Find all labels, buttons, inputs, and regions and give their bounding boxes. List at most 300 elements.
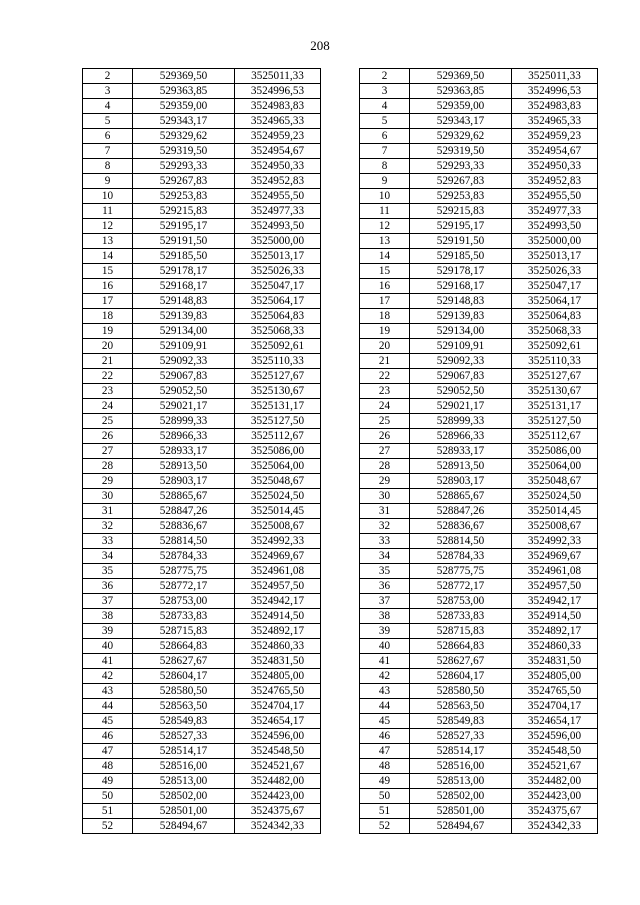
point-number-cell: 9 <box>83 174 133 189</box>
x-coordinate-cell: 528933,17 <box>410 444 512 459</box>
y-coordinate-cell: 3524596,00 <box>235 729 321 744</box>
point-number-cell: 24 <box>360 399 410 414</box>
point-number-cell: 21 <box>360 354 410 369</box>
point-number-cell: 48 <box>83 759 133 774</box>
y-coordinate-cell: 3525026,33 <box>235 264 321 279</box>
point-number-cell: 43 <box>360 684 410 699</box>
point-number-cell: 24 <box>83 399 133 414</box>
table-row <box>360 414 598 429</box>
table-row <box>83 699 321 714</box>
point-number-cell: 4 <box>360 99 410 114</box>
x-coordinate-cell: 529148,83 <box>410 294 512 309</box>
point-number-cell: 6 <box>83 129 133 144</box>
point-number-cell: 43 <box>83 684 133 699</box>
y-coordinate-cell: 3525014,45 <box>512 504 598 519</box>
y-coordinate-cell: 3524892,17 <box>512 624 598 639</box>
y-coordinate-cell: 3524955,50 <box>512 189 598 204</box>
x-coordinate-cell: 529191,50 <box>410 234 512 249</box>
y-coordinate-cell: 3524969,67 <box>512 549 598 564</box>
table-row <box>83 399 321 414</box>
point-number-cell: 29 <box>83 474 133 489</box>
x-coordinate-cell: 529267,83 <box>410 174 512 189</box>
table-row <box>360 279 598 294</box>
table-row <box>360 729 598 744</box>
point-number-cell: 39 <box>360 624 410 639</box>
x-coordinate-cell: 528514,17 <box>133 744 235 759</box>
x-coordinate-cell: 528502,00 <box>410 789 512 804</box>
point-number-cell: 44 <box>360 699 410 714</box>
point-number-cell: 7 <box>360 144 410 159</box>
x-coordinate-cell: 529363,85 <box>410 84 512 99</box>
y-coordinate-cell: 3525064,17 <box>235 294 321 309</box>
point-number-cell: 35 <box>83 564 133 579</box>
point-number-cell: 23 <box>83 384 133 399</box>
x-coordinate-cell: 528527,33 <box>410 729 512 744</box>
y-coordinate-cell: 3524942,17 <box>235 594 321 609</box>
x-coordinate-cell: 528513,00 <box>133 774 235 789</box>
y-coordinate-cell: 3525112,67 <box>235 429 321 444</box>
point-number-cell: 22 <box>83 369 133 384</box>
x-coordinate-cell: 528753,00 <box>133 594 235 609</box>
point-number-cell: 30 <box>360 489 410 504</box>
point-number-cell: 19 <box>83 324 133 339</box>
x-coordinate-cell: 528913,50 <box>410 459 512 474</box>
x-coordinate-cell: 528772,17 <box>133 579 235 594</box>
x-coordinate-cell: 529329,62 <box>133 129 235 144</box>
table-row <box>360 429 598 444</box>
table-row <box>83 729 321 744</box>
y-coordinate-cell: 3525131,17 <box>512 399 598 414</box>
x-coordinate-cell: 528604,17 <box>410 669 512 684</box>
y-coordinate-cell: 3525110,33 <box>512 354 598 369</box>
table-row <box>83 294 321 309</box>
point-number-cell: 28 <box>83 459 133 474</box>
table-row <box>360 609 598 624</box>
y-coordinate-cell: 3524704,17 <box>512 699 598 714</box>
y-coordinate-cell: 3524977,33 <box>512 204 598 219</box>
x-coordinate-cell: 529109,91 <box>410 339 512 354</box>
y-coordinate-cell: 3524704,17 <box>235 699 321 714</box>
x-coordinate-cell: 528502,00 <box>133 789 235 804</box>
x-coordinate-cell: 528999,33 <box>133 414 235 429</box>
table-row <box>360 819 598 834</box>
table-row <box>83 279 321 294</box>
point-number-cell: 45 <box>360 714 410 729</box>
y-coordinate-cell: 3524342,33 <box>512 819 598 834</box>
x-coordinate-cell: 529109,91 <box>133 339 235 354</box>
table-row <box>360 399 598 414</box>
table-row <box>83 579 321 594</box>
x-coordinate-cell: 529052,50 <box>410 384 512 399</box>
point-number-cell: 28 <box>360 459 410 474</box>
point-number-cell: 25 <box>360 414 410 429</box>
table-row <box>83 144 321 159</box>
x-coordinate-cell: 528501,00 <box>133 804 235 819</box>
table-row <box>83 429 321 444</box>
x-coordinate-cell: 529319,50 <box>410 144 512 159</box>
x-coordinate-cell: 529363,85 <box>133 84 235 99</box>
x-coordinate-cell: 528715,83 <box>133 624 235 639</box>
table-row <box>360 384 598 399</box>
point-number-cell: 31 <box>360 504 410 519</box>
y-coordinate-cell: 3524654,17 <box>235 714 321 729</box>
x-coordinate-cell: 529359,00 <box>133 99 235 114</box>
y-coordinate-cell: 3524596,00 <box>512 729 598 744</box>
x-coordinate-cell: 528814,50 <box>133 534 235 549</box>
table-row <box>83 519 321 534</box>
table-row <box>83 84 321 99</box>
y-coordinate-cell: 3525024,50 <box>235 489 321 504</box>
y-coordinate-cell: 3525026,33 <box>512 264 598 279</box>
y-coordinate-cell: 3525008,67 <box>512 519 598 534</box>
y-coordinate-cell: 3524996,53 <box>235 84 321 99</box>
table-row <box>360 579 598 594</box>
table-row <box>83 774 321 789</box>
x-coordinate-cell: 529067,83 <box>410 369 512 384</box>
table-row <box>83 264 321 279</box>
x-coordinate-cell: 528775,75 <box>133 564 235 579</box>
x-coordinate-cell: 528664,83 <box>410 639 512 654</box>
table-row <box>83 339 321 354</box>
point-number-cell: 18 <box>360 309 410 324</box>
table-row <box>83 684 321 699</box>
table-row <box>360 189 598 204</box>
table-row <box>83 204 321 219</box>
y-coordinate-cell: 3524954,67 <box>512 144 598 159</box>
point-number-cell: 46 <box>83 729 133 744</box>
table-row <box>360 549 598 564</box>
x-coordinate-cell: 529267,83 <box>133 174 235 189</box>
table-row <box>83 189 321 204</box>
table-row <box>360 564 598 579</box>
table-row <box>83 489 321 504</box>
x-coordinate-cell: 529195,17 <box>410 219 512 234</box>
table-row <box>83 414 321 429</box>
table-row <box>83 549 321 564</box>
table-row <box>360 519 598 534</box>
coordinates-table-left <box>82 68 321 834</box>
point-number-cell: 33 <box>360 534 410 549</box>
table-row <box>83 759 321 774</box>
y-coordinate-cell: 3524961,08 <box>512 564 598 579</box>
point-number-cell: 52 <box>83 819 133 834</box>
table-row <box>83 174 321 189</box>
point-number-cell: 22 <box>360 369 410 384</box>
x-coordinate-cell: 529134,00 <box>133 324 235 339</box>
y-coordinate-cell: 3524548,50 <box>512 744 598 759</box>
point-number-cell: 13 <box>83 234 133 249</box>
y-coordinate-cell: 3525013,17 <box>235 249 321 264</box>
point-number-cell: 9 <box>360 174 410 189</box>
x-coordinate-cell: 528549,83 <box>410 714 512 729</box>
y-coordinate-cell: 3524959,23 <box>512 129 598 144</box>
table-row <box>360 699 598 714</box>
table-row <box>360 774 598 789</box>
x-coordinate-cell: 528501,00 <box>410 804 512 819</box>
point-number-cell: 26 <box>360 429 410 444</box>
point-number-cell: 50 <box>83 789 133 804</box>
point-number-cell: 8 <box>360 159 410 174</box>
table-row <box>83 564 321 579</box>
point-number-cell: 37 <box>360 594 410 609</box>
x-coordinate-cell: 529052,50 <box>133 384 235 399</box>
x-coordinate-cell: 529215,83 <box>410 204 512 219</box>
point-number-cell: 8 <box>83 159 133 174</box>
point-number-cell: 32 <box>83 519 133 534</box>
table-row <box>360 624 598 639</box>
y-coordinate-cell: 3524805,00 <box>235 669 321 684</box>
table-row <box>360 489 598 504</box>
point-number-cell: 42 <box>83 669 133 684</box>
y-coordinate-cell: 3524831,50 <box>512 654 598 669</box>
y-coordinate-cell: 3524952,83 <box>512 174 598 189</box>
y-coordinate-cell: 3524521,67 <box>235 759 321 774</box>
point-number-cell: 45 <box>83 714 133 729</box>
point-number-cell: 2 <box>83 69 133 84</box>
table-row <box>83 369 321 384</box>
x-coordinate-cell: 529359,00 <box>410 99 512 114</box>
y-coordinate-cell: 3524965,33 <box>512 114 598 129</box>
y-coordinate-cell: 3525024,50 <box>512 489 598 504</box>
y-coordinate-cell: 3524375,67 <box>512 804 598 819</box>
point-number-cell: 29 <box>360 474 410 489</box>
x-coordinate-cell: 528494,67 <box>410 819 512 834</box>
x-coordinate-cell: 529178,17 <box>133 264 235 279</box>
page-number: 208 <box>310 38 330 53</box>
point-number-cell: 47 <box>360 744 410 759</box>
table-row <box>360 714 598 729</box>
x-coordinate-cell: 528847,26 <box>133 504 235 519</box>
point-number-cell: 36 <box>360 579 410 594</box>
x-coordinate-cell: 528836,67 <box>410 519 512 534</box>
table-row <box>360 264 598 279</box>
table-row <box>83 594 321 609</box>
y-coordinate-cell: 3524342,33 <box>235 819 321 834</box>
table-row <box>360 789 598 804</box>
table-row <box>360 144 598 159</box>
table-row <box>83 804 321 819</box>
x-coordinate-cell: 528836,67 <box>133 519 235 534</box>
table-row <box>83 504 321 519</box>
table-row <box>360 234 598 249</box>
x-coordinate-cell: 528865,67 <box>410 489 512 504</box>
y-coordinate-cell: 3524983,83 <box>235 99 321 114</box>
point-number-cell: 40 <box>83 639 133 654</box>
x-coordinate-cell: 529092,33 <box>133 354 235 369</box>
y-coordinate-cell: 3525068,33 <box>512 324 598 339</box>
table-row <box>360 744 598 759</box>
table-row <box>360 534 598 549</box>
point-number-cell: 25 <box>83 414 133 429</box>
point-number-cell: 23 <box>360 384 410 399</box>
point-number-cell: 48 <box>360 759 410 774</box>
table-row <box>83 624 321 639</box>
x-coordinate-cell: 528753,00 <box>410 594 512 609</box>
y-coordinate-cell: 3524992,33 <box>512 534 598 549</box>
y-coordinate-cell: 3525000,00 <box>235 234 321 249</box>
point-number-cell: 38 <box>360 609 410 624</box>
y-coordinate-cell: 3524996,53 <box>512 84 598 99</box>
table-row <box>360 324 598 339</box>
y-coordinate-cell: 3525013,17 <box>512 249 598 264</box>
table-row <box>360 249 598 264</box>
point-number-cell: 51 <box>360 804 410 819</box>
x-coordinate-cell: 529195,17 <box>133 219 235 234</box>
table-row <box>360 459 598 474</box>
y-coordinate-cell: 3524831,50 <box>235 654 321 669</box>
y-coordinate-cell: 3524955,50 <box>235 189 321 204</box>
x-coordinate-cell: 529319,50 <box>133 144 235 159</box>
table-row <box>360 294 598 309</box>
table-row <box>83 609 321 624</box>
y-coordinate-cell: 3524965,33 <box>235 114 321 129</box>
y-coordinate-cell: 3524954,67 <box>235 144 321 159</box>
x-coordinate-cell: 529253,83 <box>133 189 235 204</box>
point-number-cell: 51 <box>83 804 133 819</box>
x-coordinate-cell: 529021,17 <box>133 399 235 414</box>
y-coordinate-cell: 3525048,67 <box>235 474 321 489</box>
x-coordinate-cell: 529185,50 <box>410 249 512 264</box>
x-coordinate-cell: 528784,33 <box>133 549 235 564</box>
coordinates-table-right <box>359 68 598 834</box>
x-coordinate-cell: 529343,17 <box>133 114 235 129</box>
table-row <box>360 99 598 114</box>
y-coordinate-cell: 3524860,33 <box>512 639 598 654</box>
x-coordinate-cell: 528549,83 <box>133 714 235 729</box>
x-coordinate-cell: 528933,17 <box>133 444 235 459</box>
y-coordinate-cell: 3525131,17 <box>235 399 321 414</box>
point-number-cell: 17 <box>83 294 133 309</box>
point-number-cell: 26 <box>83 429 133 444</box>
table-row <box>83 129 321 144</box>
x-coordinate-cell: 529293,33 <box>133 159 235 174</box>
point-number-cell: 42 <box>360 669 410 684</box>
point-number-cell: 15 <box>360 264 410 279</box>
table-row <box>360 504 598 519</box>
y-coordinate-cell: 3524521,67 <box>512 759 598 774</box>
y-coordinate-cell: 3524969,67 <box>235 549 321 564</box>
point-number-cell: 49 <box>83 774 133 789</box>
x-coordinate-cell: 528494,67 <box>133 819 235 834</box>
x-coordinate-cell: 529369,50 <box>133 69 235 84</box>
y-coordinate-cell: 3524914,50 <box>235 609 321 624</box>
x-coordinate-cell: 528966,33 <box>133 429 235 444</box>
y-coordinate-cell: 3524860,33 <box>235 639 321 654</box>
y-coordinate-cell: 3524950,33 <box>235 159 321 174</box>
x-coordinate-cell: 528715,83 <box>410 624 512 639</box>
y-coordinate-cell: 3525127,50 <box>512 414 598 429</box>
y-coordinate-cell: 3525112,67 <box>512 429 598 444</box>
point-number-cell: 34 <box>360 549 410 564</box>
y-coordinate-cell: 3525064,00 <box>512 459 598 474</box>
x-coordinate-cell: 529215,83 <box>133 204 235 219</box>
point-number-cell: 39 <box>83 624 133 639</box>
table-row <box>360 309 598 324</box>
table-row <box>83 384 321 399</box>
table-row <box>83 714 321 729</box>
y-coordinate-cell: 3524892,17 <box>235 624 321 639</box>
point-number-cell: 44 <box>83 699 133 714</box>
point-number-cell: 35 <box>360 564 410 579</box>
x-coordinate-cell: 529369,50 <box>410 69 512 84</box>
x-coordinate-cell: 529253,83 <box>410 189 512 204</box>
point-number-cell: 4 <box>83 99 133 114</box>
y-coordinate-cell: 3524654,17 <box>512 714 598 729</box>
point-number-cell: 49 <box>360 774 410 789</box>
point-number-cell: 38 <box>83 609 133 624</box>
x-coordinate-cell: 528516,00 <box>133 759 235 774</box>
table-row <box>360 369 598 384</box>
point-number-cell: 41 <box>83 654 133 669</box>
x-coordinate-cell: 528516,00 <box>410 759 512 774</box>
x-coordinate-cell: 528627,67 <box>133 654 235 669</box>
coordinates-table-body <box>360 69 598 834</box>
y-coordinate-cell: 3524375,67 <box>235 804 321 819</box>
x-coordinate-cell: 528627,67 <box>410 654 512 669</box>
y-coordinate-cell: 3524959,23 <box>235 129 321 144</box>
table-row <box>83 654 321 669</box>
table-row <box>83 219 321 234</box>
table-row <box>360 759 598 774</box>
table-row <box>360 444 598 459</box>
y-coordinate-cell: 3525092,61 <box>512 339 598 354</box>
y-coordinate-cell: 3524993,50 <box>512 219 598 234</box>
x-coordinate-cell: 528913,50 <box>133 459 235 474</box>
table-row <box>83 669 321 684</box>
table-row <box>360 159 598 174</box>
point-number-cell: 27 <box>83 444 133 459</box>
point-number-cell: 37 <box>83 594 133 609</box>
point-number-cell: 3 <box>83 84 133 99</box>
table-row <box>83 234 321 249</box>
x-coordinate-cell: 528580,50 <box>133 684 235 699</box>
x-coordinate-cell: 528772,17 <box>410 579 512 594</box>
y-coordinate-cell: 3525130,67 <box>512 384 598 399</box>
table-row <box>360 69 598 84</box>
table-row <box>360 654 598 669</box>
x-coordinate-cell: 528604,17 <box>133 669 235 684</box>
x-coordinate-cell: 529092,33 <box>410 354 512 369</box>
x-coordinate-cell: 528903,17 <box>133 474 235 489</box>
point-number-cell: 6 <box>360 129 410 144</box>
y-coordinate-cell: 3525047,17 <box>235 279 321 294</box>
x-coordinate-cell: 528664,83 <box>133 639 235 654</box>
point-number-cell: 36 <box>83 579 133 594</box>
table-row <box>360 339 598 354</box>
x-coordinate-cell: 528814,50 <box>410 534 512 549</box>
table-row <box>83 354 321 369</box>
y-coordinate-cell: 3525068,33 <box>235 324 321 339</box>
table-row <box>83 309 321 324</box>
point-number-cell: 18 <box>83 309 133 324</box>
table-row <box>360 639 598 654</box>
x-coordinate-cell: 528563,50 <box>133 699 235 714</box>
table-row <box>83 459 321 474</box>
table-row <box>360 594 598 609</box>
x-coordinate-cell: 528775,75 <box>410 564 512 579</box>
y-coordinate-cell: 3524993,50 <box>235 219 321 234</box>
y-coordinate-cell: 3524482,00 <box>235 774 321 789</box>
table-row <box>360 684 598 699</box>
point-number-cell: 11 <box>360 204 410 219</box>
y-coordinate-cell: 3525127,50 <box>235 414 321 429</box>
x-coordinate-cell: 529134,00 <box>410 324 512 339</box>
point-number-cell: 12 <box>360 219 410 234</box>
table-row <box>83 789 321 804</box>
y-coordinate-cell: 3525048,67 <box>512 474 598 489</box>
x-coordinate-cell: 528733,83 <box>133 609 235 624</box>
table-row <box>83 639 321 654</box>
